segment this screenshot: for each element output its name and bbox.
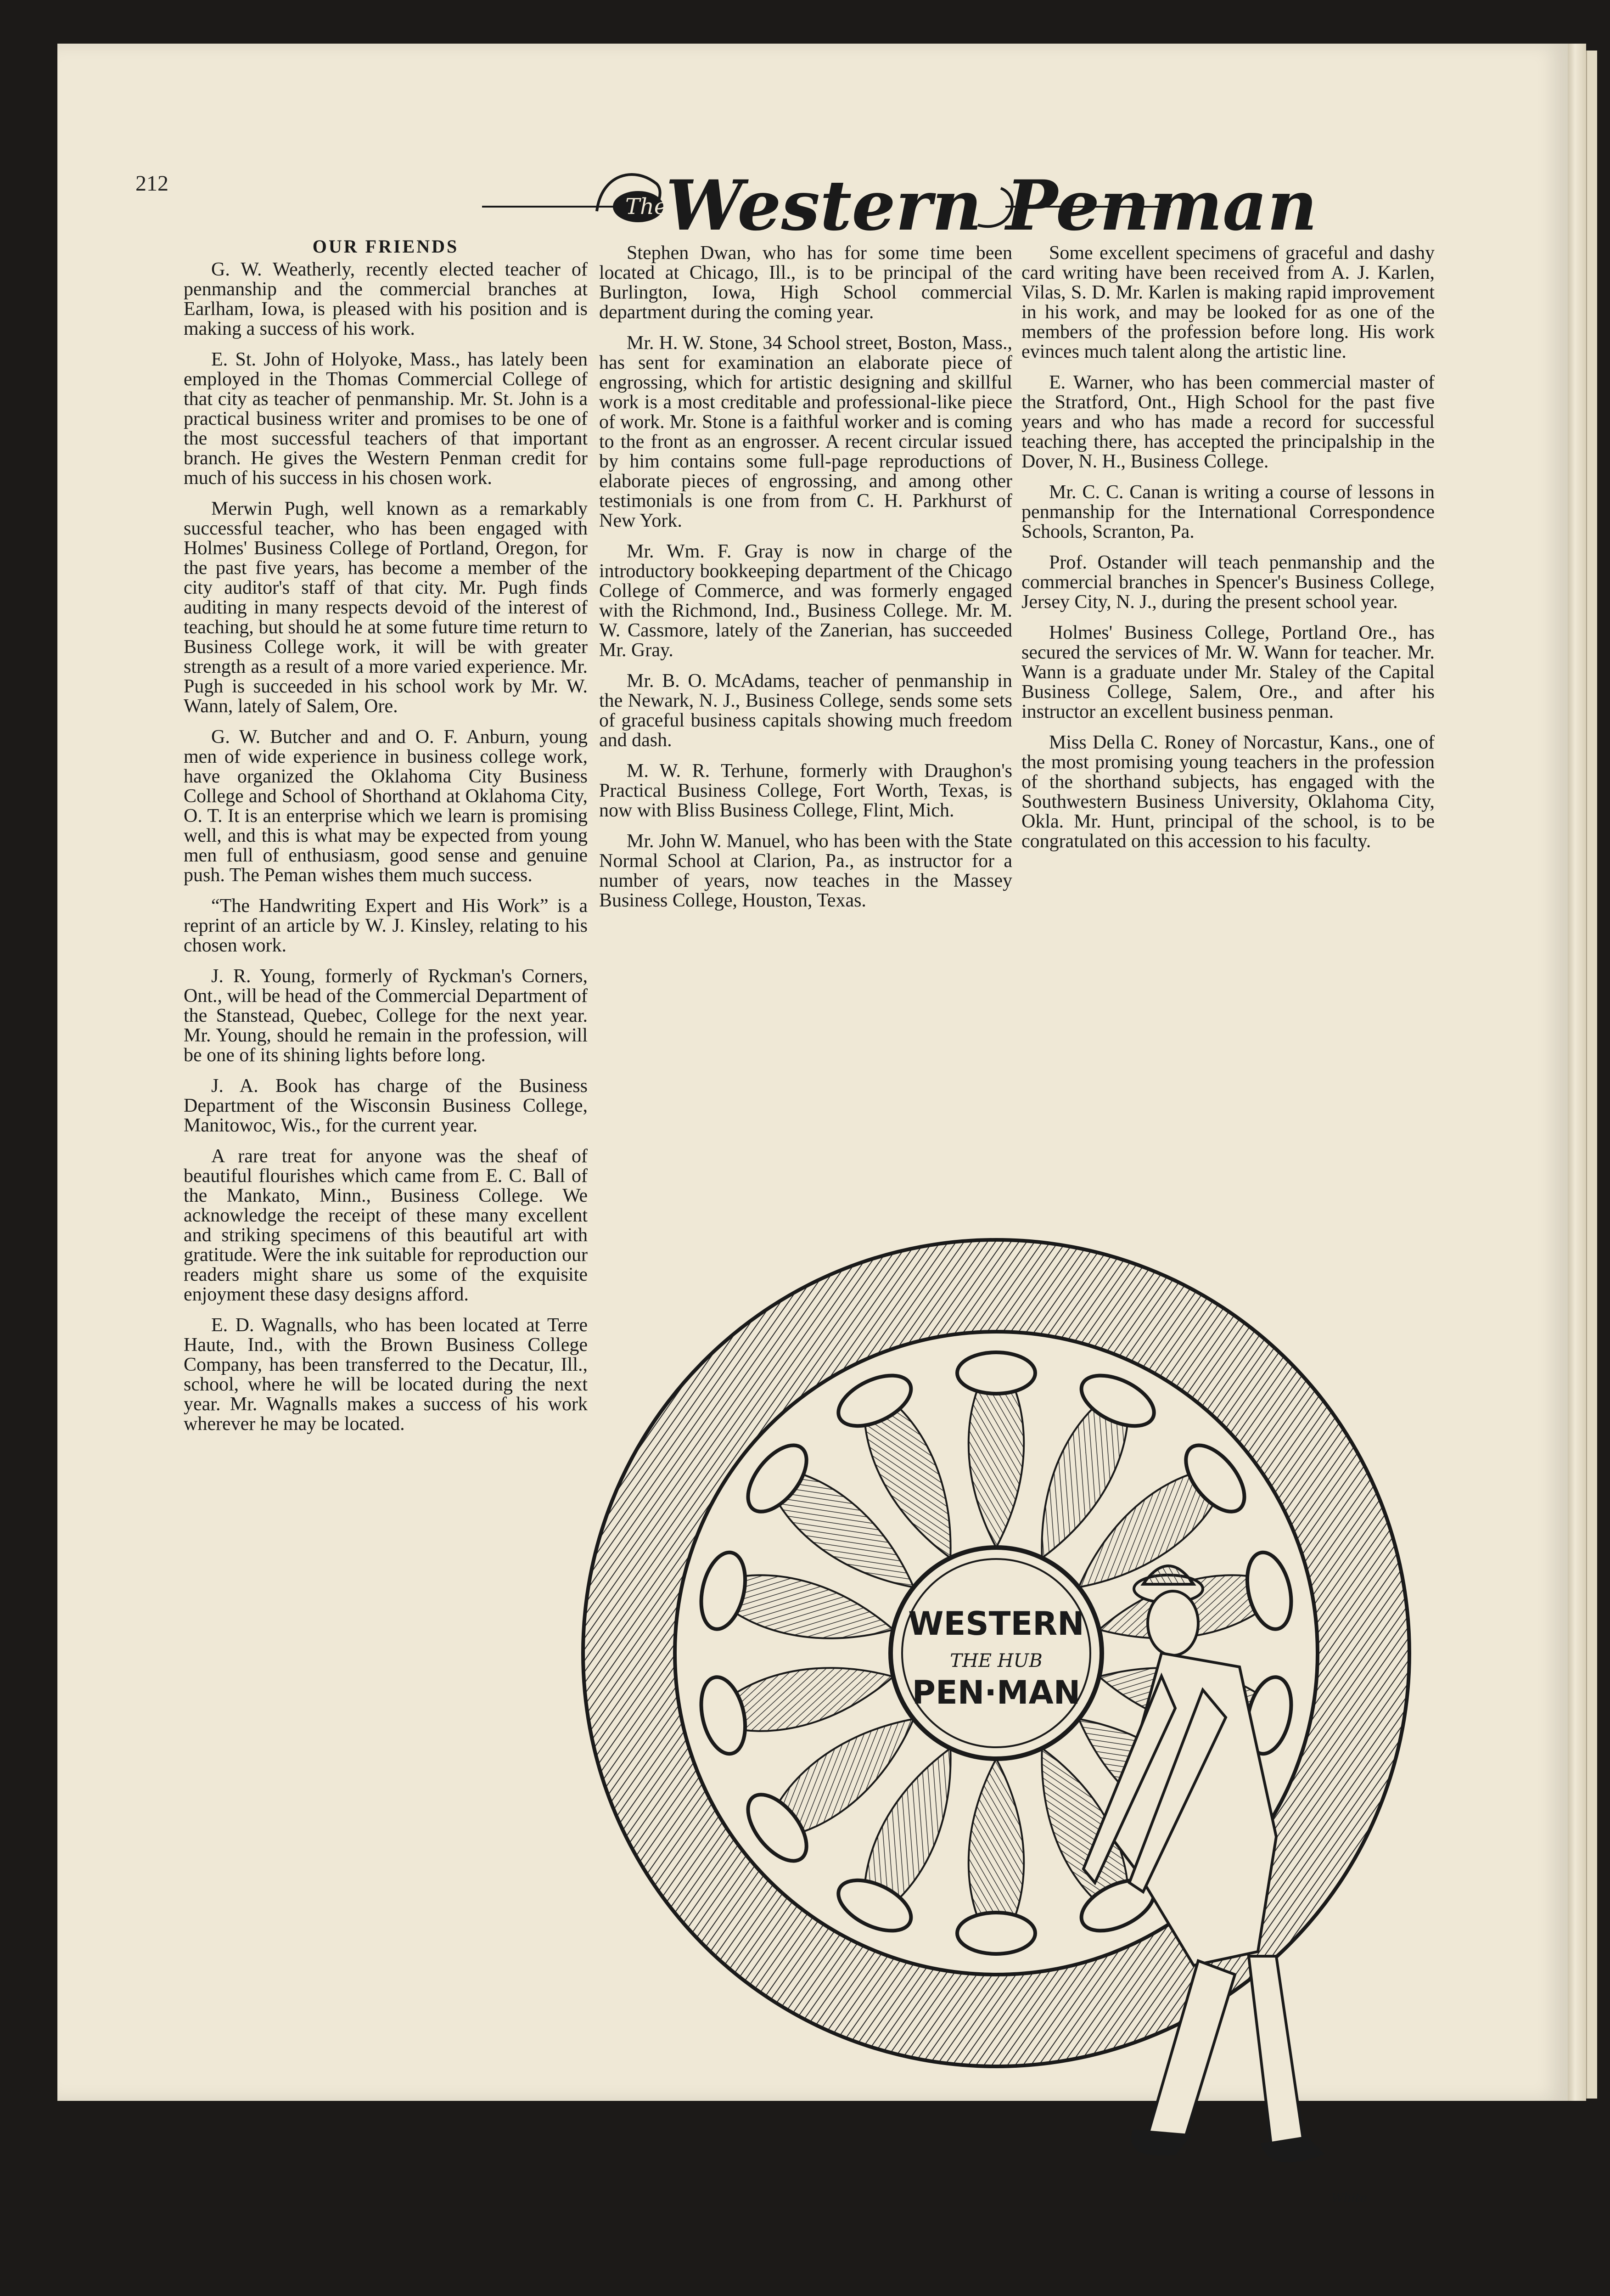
paragraph: A rare treat for anyone was the sheaf of beautiful flourishes which came from E. C. Ball of the Mankato, Minn., Business College. We acknowledge the receipt of these many excellent and striking specimens of this beautiful art with gratitude. Were the ink suitable for reproduction our readers might share us some of the exquisite enjoyment these dasy designs afford.: [184, 1146, 588, 1305]
paragraph: Mr. H. W. Stone, 34 School street, Boston, Mass., has sent for examination an elaborate piece of engrossing, which for artistic designing and skillful work is a most creditable and professional-like piece of work. Mr. Stone is a faithful worker and is coming to the front as an engrosser. A recent circular issued by him contains some full-page reproductions of elaborate pieces of engrossing, and among other testimonials is one from from C. H. Parkhurst of New York.: [599, 332, 1012, 531]
paragraph: G. W. Butcher and and O. F. Anburn, young men of wide experience in business college work, have organized the Oklahoma City Business College and School of Shorthand at Oklahoma City, O. T. It is an enterprise which we learn is promising well, and this is what may be expected from young men full of enthusiasm, good sense and genuine push. The Peman wishes them much success.: [184, 726, 588, 886]
paragraph: Stephen Dwan, who has for some time been located at Chicago, Ill., is to be principal of the Burlington, Iowa, High School commercial department during the coming year.: [599, 242, 1012, 323]
wheel-illustration: [597, 1194, 1386, 2296]
paragraph: E. St. John of Holyoke, Mass., has lately been employed in the Thomas Commercial College of that city as teacher of penmanship. Mr. St. John is a practical business writer and promises to be one of the most successful teachers of that important branch. He gives the Western Penman credit for much of his success in his chosen work.: [184, 349, 588, 489]
paragraph: Prof. Ostander will teach penmanship and the commercial branches in Spencer's Business College, Jersey City, N. J., during the present school year.: [1021, 552, 1435, 613]
paragraph: M. W. R. Terhune, formerly with Draughon's Practical Business College, Fort Worth, Texas, is now with Bliss Business College, Flint, Mich.: [599, 760, 1012, 821]
paragraph: “The Handwriting Expert and His Work” is a reprint of an article by W. J. Kinsley, relating to his chosen work.: [184, 895, 588, 956]
page-edge: [1568, 44, 1586, 2101]
paragraph: G. W. Weatherly, recently elected teacher of penmanship and the commercial branches at Earlham, Iowa, is pleased with his position and is making a success of his work.: [184, 259, 588, 339]
paragraph: J. R. Young, formerly of Ryckman's Corners, Ont., will be head of the Commercial Department of the Stanstead, Quebec, College for the next year. Mr. Young, should he remain in the profession, will be one of its shining lights before long.: [184, 966, 588, 1066]
hub-bottom-text: PEN·MAN: [912, 1674, 1081, 1711]
paragraph: J. A. Book has charge of the Business Department of the Wisconsin Business College, Manitowoc, Wis., for the current year.: [184, 1075, 588, 1136]
paragraph: Miss Della C. Roney of Norcastur, Kans., one of the most promising young teachers in the profession of the shorthand subjects, has engaged with the Southwestern Business University, Oklahoma City, Okla. Mr. Hunt, principal of the school, is to be congratulated on this accession to his faculty.: [1021, 732, 1435, 852]
column-2: [599, 243, 1012, 922]
column-1: [184, 236, 588, 1445]
wheel-hub: [891, 1548, 1102, 1759]
column-3: [1021, 243, 1435, 862]
paragraph: E. D. Wagnalls, who has been located at Terre Haute, Ind., with the Brown Business College Company, has been transferred to the Decatur, Ill., school, where he will be located during the next year. Mr. Wagnalls makes a success of his work wherever he may be located.: [184, 1315, 588, 1435]
section-title: OUR FRIENDS: [312, 236, 459, 257]
paragraph: Some excellent specimens of graceful and dashy card writing have been received from A. J. Karlen, Vilas, S. D. Mr. Karlen is making rapid improvement in his work, and may be looked for as one of the members of the profession before long. His work evinces much talent along the artistic line.: [1021, 242, 1435, 362]
paragraph: Mr. C. C. Canan is writing a course of lessons in penmanship for the International Correspondence Schools, Scranton, Pa.: [1021, 482, 1435, 542]
masthead-the: The: [625, 194, 668, 219]
paragraph: E. Warner, who has been commercial master of the Stratford, Ont., High School for the past five years and who has made a record for successful teaching there, has accepted the principalship in the Dover, N. H., Business College.: [1021, 372, 1435, 472]
paragraph: Merwin Pugh, well known as a remarkably successful teacher, who has been engaged with Holmes' Business College of Portland, Oregon, for the past five years, has become a member of the city auditor's staff of that city. Mr. Pugh finds auditing in many respects devoid of the interest of teaching, but should he at some future time return to Business College work, it will be with greater strength as a result of a more varied experience. Mr. Pugh is succeeded in his school work by Mr. W. Wann, lately of Salem, Ore.: [184, 498, 588, 717]
masthead-title: Western Penman: [666, 165, 1318, 246]
next-page-edge: [1586, 51, 1597, 2099]
artist-signature: White: [1331, 2191, 1367, 2205]
paragraph: Mr. Wm. F. Gray is now in charge of the introductory bookkeeping department of the Chicago College of Commerce, and was formerly engaged with the Richmond, Ind., Business College. Mr. M. W. Cassmore, lately of the Zanerian, has succeeded Mr. Gray.: [599, 541, 1012, 661]
paragraph: Mr. John W. Manuel, who has been with the State Normal School at Clarion, Pa., as instructor for a number of years, now teaches in the Massey Business College, Houston, Texas.: [599, 831, 1012, 911]
hub-mid-text: THE HUB: [950, 1650, 1043, 1671]
hub-top-text: WESTERN: [908, 1605, 1084, 1643]
paragraph: Mr. B. O. McAdams, teacher of penmanship in the Newark, N. J., Business College, sends some sets of graceful business capitals showing much freedom and dash.: [599, 670, 1012, 751]
page-number: 212: [135, 171, 168, 196]
paragraph: Holmes' Business College, Portland Ore., has secured the services of Mr. W. Wann for teacher. Mr. Wann is a graduate under Mr. Staley of the Capital Business College, Salem, Ore., and after his instructor an excellent business penman.: [1021, 622, 1435, 722]
